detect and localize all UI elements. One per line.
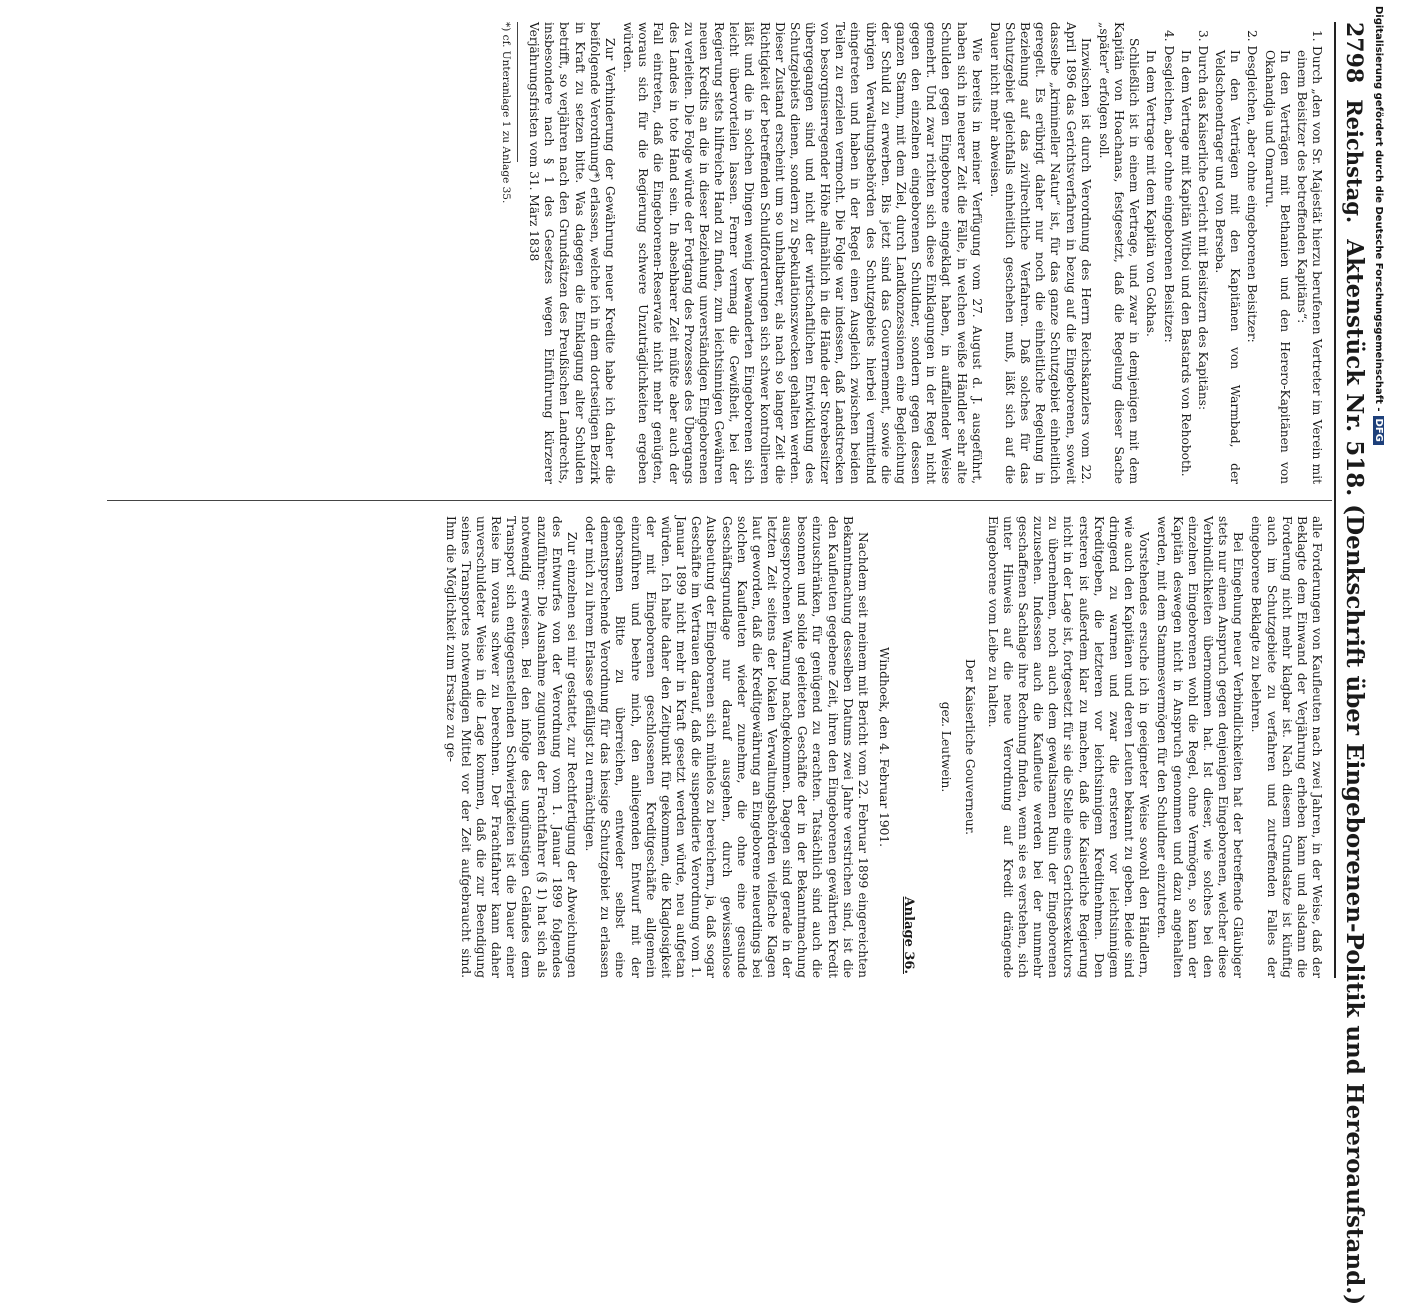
footnote-rule <box>517 22 518 162</box>
footnote: *) cf. Unteranlage 1 zu Anlage 35. <box>500 22 513 204</box>
paragraph: Bei Eingehung neuer Verbindlichkeiten hat der betreffende Gläubiger stets nur einen Anspruch gegen denjenigen Eingeborenen, welcher diese Verbindlichkeiten übernommen hat. Ist dieser, wie solches bei den einzelnen Eingeborenen wohl die Regel, ohne Vermögen, so kann der Kapitän deswegen nicht in Anspruch genommen und dazu angehalten werden, mit dem Stammesvermögen für den Schuldner einzutreten. <box>1155 516 1246 978</box>
document-title: Aktenstück Nr. 518. (Denkschrift über Eingeborenen-Politik und Hereroaufstand.) <box>1341 239 1368 1305</box>
signature-role: Der Kaiserliche Gouverneur. <box>962 659 977 835</box>
page-number: 2798 <box>1341 22 1367 84</box>
list-item: 3. Durch das Kaiserliche Gericht mit Beisitzern des Kapitäns: <box>1195 30 1210 411</box>
paragraph: Wie bereits in meiner Verfügung vom 27. August d. J. ausgeführt, haben sich in neuerer Zeit die Fälle, in welchen weiße Händler sehr alte Schulden gegen Eingeborene eingeklagt haben, in auffallender Weise gemehrt. Und zwar richten sich diese Einklagungen in der Regel nicht gegen den einzelnen eingeborenen Schuldner, sondern gegen dessen ganzen Stamm, mit dem Ziel, durch Landkonzessionen eine Begleichung der Schuld zu erwerben. Bis jetzt sind das Gouvernement, sowie die übrigen Verwaltungsbehörden des Schutzgebiets hierbei vermittelnd eingetreten und haben in der Regel einen Ausgleich zwischen beiden Teilen zu erzielen vermocht. Die Folge war indessen, daß Landstrecken von besorgniserregender Höhe allmählich in die Hände der Storebesitzer übergegangen sind und nicht der wirtschaftlichen Entwicklung des Schutzgebiets dienen, sondern zu Spekulationszwecken gehalten werden. Dieser Zustand erscheint um so unhaltbarer, als nach so langer Zeit die Richtigkeit der betreffenden Schuldforderungen sich schwer kontrollieren läßt und die in solchen Dingen wenig bewanderten Eingeborenen sich leicht übervorteilen lassen. Ferner vermag die Gewißheit, bei der Regierung stets hilfreiche Hand zu finden, zum leichtsinnigen Gewähren neuen Kredits an die in dieser Beziehung unverständigen Eingeborenen zu verleiten. Die Folge würde der Fortgang des Prozesses des Übergangs des Landes in tote Hand sein. In absehbarer Zeit müßte aber auch der Fall eintreten, daß die Eingeborenen-Reservate nicht mehr genügten, woraus sich für die Regierung schwere Unzuträglichkeiten ergeben würden. <box>621 22 984 484</box>
list-item: 2. Desgleichen, aber ohne eingeborenen Beisitzer: <box>1245 30 1260 343</box>
page-header <box>1340 22 1368 1305</box>
annex-title: Anlage 36. <box>901 896 917 974</box>
signature-name: gez. Leutwein. <box>939 701 954 793</box>
right-column <box>440 516 1324 978</box>
list-item-detail: In den Verträgen mit Bethanien und den Herero-Kapitänen von Okahandja und Omaruru. <box>1262 50 1292 484</box>
credit-text: Digitalisierung gefördert durch die Deutsche Forschungsgemeinschaft - <box>1373 6 1384 412</box>
left-column <box>495 22 1324 484</box>
column-divider <box>107 500 1332 501</box>
running-title: Reichstag. <box>1342 99 1367 224</box>
header-rule <box>1334 22 1336 978</box>
paragraph: Nachdem seit meinem mit Bericht vom 22. Februar 1899 eingereichten Bekanntmachung desselben Datums zwei Jahre verstrichen sind, ist die den Kaufleuten gegebene Zeit, ihren den Eingeborenen gewährten Kredit einzuschränken, für genügend zu erachten. Tatsächlich sind auch die besonnen und solide geleiteten Geschäfte der in der Bekanntmachung ausgesprochenen Warnung nachgekommen. Dagegen sind gerade in der letzten Zeit seitens der lokalen Verwaltungsbehörden vielfache Klagen laut geworden, daß die Kreditgewährung an Eingeborene neuerdings bei solchen Kaufleuten wieder zunehme, die ohne eine gesunde Geschäftsgrundlage nur darauf ausgehen, durch gewissenlose Ausbeutung der Eingeborenen sich mühelos zu bereichern, ja, daß sogar Geschäfte im Vertrauen darauf, daß die suspendierte Verordnung vom 1. Januar 1899 nicht mehr in Kraft gesetzt werden würde, neu aufgetan würden. Ich halte daher den Zeitpunkt für gekommen, die Klaglosigkeit der mit Eingeborenen geschlossenen Kreditgeschäfte allgemein einzuführen und beehre mich, den anliegenden Entwurf mit der gehorsamen Bitte zu überreichen, entweder selbst eine dementsprechende Verordnung für das hiesige Schutzgebiet zu erlassen oder mich zu ihrem Erlasse gefälligst zu ermächtigen. <box>583 516 870 978</box>
list-item: 1. Durch „den von Sr. Majestät hierzu berufenen Vertreter im Verein mit einem Beisitzer des betreffenden Kapitäns“: <box>1294 30 1324 484</box>
list-item-detail: In dem Vertrage mit Kapitän Witboi und den Bastards von Rehoboth. <box>1178 50 1193 477</box>
dfg-logo: DFG <box>1373 416 1384 445</box>
list-item-detail: In dem Vertrage mit dem Kapitän von Gokhas. <box>1144 50 1159 337</box>
paragraph: alle Forderungen von Kaufleuten nach zwei Jahren, in der Weise, daß der Beklagte dem Einwand der Verjährung erheben kann und alsdann die Forderung nicht mehr klagbar ist. Nach diesem Grundsatze ist künftig auch im Schutzgebiete zu verfahren und zutreffenden Falles der eingeborene Beklagte zu belehren. <box>1249 516 1324 978</box>
list-item: 4. Desgleichen, aber ohne eingeborenen Beisitzer: <box>1161 30 1176 343</box>
list-item-detail: In den Verträgen mit den Kapitänen von Warmbad, der Veldschoendrager und von Berseba. <box>1213 50 1243 484</box>
paragraph: Zur einzelnen sei mir gestattet, zur Rechtfertigung der Abweichungen des Entwurfes von der Verordnung vom 1. Januar 1899 folgendes anzuführen: Die Ausnahme zugunsten der Frachtfahrer (§ 1) hat sich als notwendig erwiesen. Bei den infolge des ungünstigen Geländes dem Transport sich entgegenstellenden Schwierigkeiten ist die Dauer einer Reise im voraus schwer zu berechnen. Der Frachtfahrer kann daher unverschuldeter Weise in die Lage kommen, daß die zur Beendigung seines Transportes notwendigen Mittel vor der Zeit aufgebraucht sind. Ihm die Möglichkeit zum Ersatze zu ge- <box>443 516 579 978</box>
paragraph: Inzwischen ist durch Verordnung des Herrn Reichskanzlers vom 22. April 1896 das Gerichtsverfahren in bezug auf die Eingeborenen, soweit dasselbe „krimineller Natur“ ist, für das ganze Schutzgebiet einheitlich geregelt. Es erübrigt daher nur noch die einheitliche Regelung in Beziehung auf das zivilrechtliche Verfahren. Daß solches für das Schutzgebiet gleichfalls einheitlich geschehen muß, läßt sich auf die Dauer nicht mehr abweisen. <box>987 22 1093 484</box>
paragraph: Zur Verhinderung der Gewährung neuer Kredite habe ich daher die beifolgende Verordnung*) erlassen, welche ich in dem dortseitigen Bezirk in Kraft zu setzen bitte. Was dagegen die Einklagung alter Schulden betrifft, so verjähren nach den Grundsätzen des Preußischen Landrechts, insbesondere nach § 1 des Gesetzes wegen Einführung kürzerer Verjährungsfristen vom 31. März 1838 <box>527 22 617 484</box>
place-date: Windhoek, den 4. Februar 1901. <box>877 647 892 847</box>
paragraph: Schließlich ist in einem Vertrage, und zwar in demjenigen mit dem Kapitän von Hoachanas, festgesetzt, daß die Regelung dieser Sache „später“ erfolgen soll. <box>1096 22 1142 484</box>
paragraph: Vorstehendes ersuche ich in geeigneter Weise sowohl den Händlern, wie auch den Kapitänen und deren Leuten bekannt zu geben. Beide sind dringend zu warnen und zwar die ersteren vor leichtsinnigem Kreditgeben, die letzteren vor leichtsinnigem Kreditnehmen. Den ersteren ist außerdem klar zu machen, daß die Kaiserliche Regierung nicht in der Lage ist, fortgesetzt für sie die Stelle eines Gerichtsexekutors zu übernehmen, noch auch dem gewaltsamen Ruin der Eingeborenen zuzusehen. Indessen auch die Kaufleute werden bei der nunmehr geschaffenen Sachlage ihre Rechnung finden, wenn sie es verstehen, sich unter Hinweis auf die neue Verordnung auf Kredit drängende Eingeborene vom Leibe zu halten. <box>985 516 1152 978</box>
